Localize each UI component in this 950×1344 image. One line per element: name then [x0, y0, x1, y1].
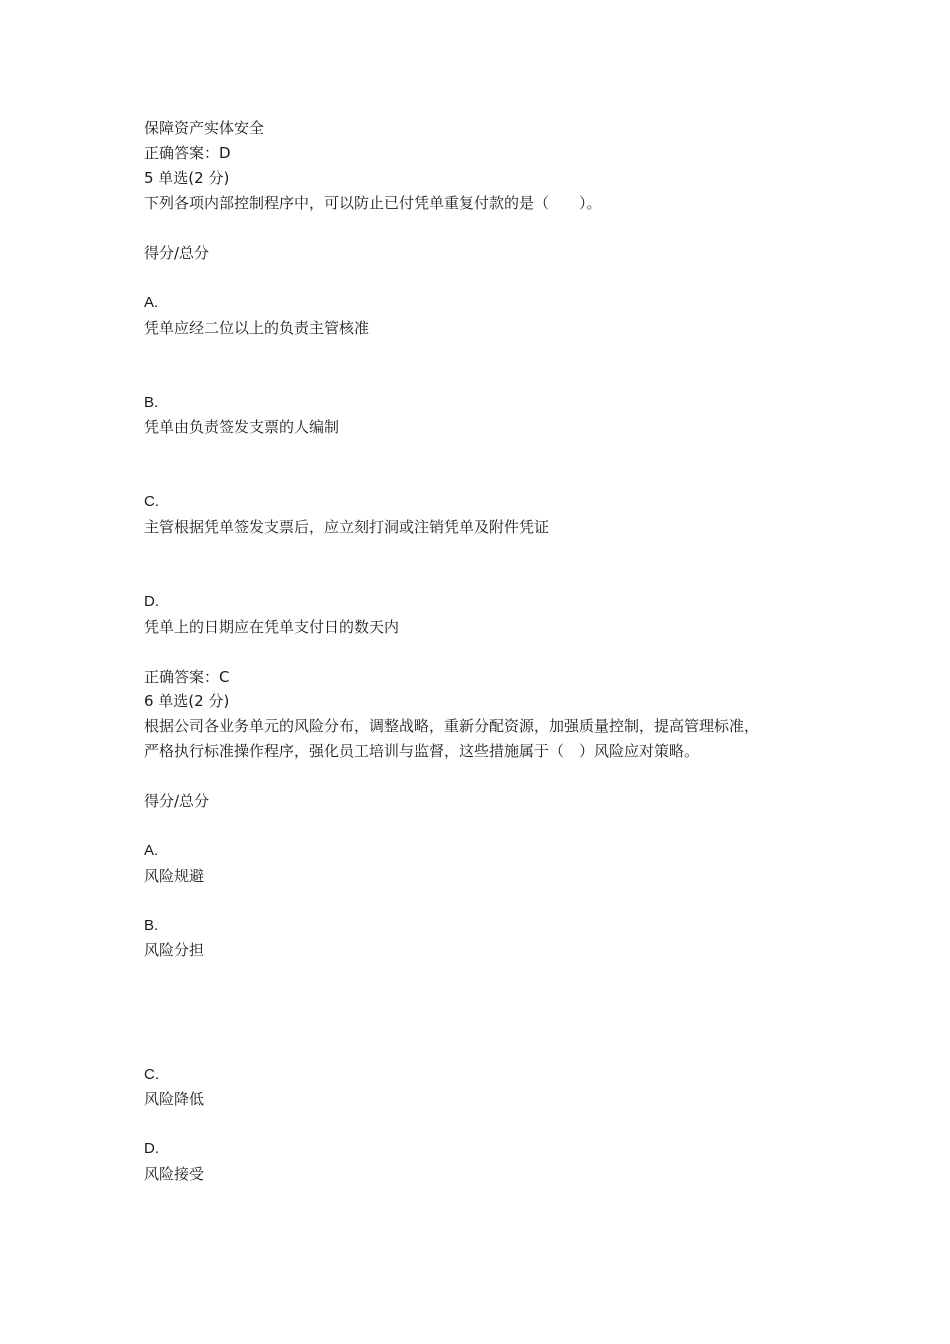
q5-option-b-text: 凭单由负责签发支票的人编制	[144, 418, 340, 436]
q5-answer: 正确答案：C	[144, 668, 230, 686]
q6-option-d-letter: D.	[144, 1140, 159, 1157]
q5-option-d-text: 凭单上的日期应在凭单支付日的数天内	[144, 618, 400, 636]
q5-option-a-letter: A.	[144, 294, 159, 311]
q6-header: 6 单选(2 分)	[144, 692, 230, 710]
q5-option-c-letter: C.	[144, 493, 159, 510]
q6-option-a-letter: A.	[144, 842, 159, 859]
q6-option-d-text: 风险接受	[144, 1165, 205, 1183]
q6-stem-line2: 严格执行标准操作程序，强化员工培训与监督，这些措施属于（ ）风险应对策略。	[144, 742, 700, 760]
q5-score-label: 得分/总分	[144, 244, 210, 262]
q5-header: 5 单选(2 分)	[144, 169, 230, 187]
q6-option-c-letter: C.	[144, 1066, 159, 1083]
q4-answer: 正确答案：D	[144, 144, 231, 162]
q5-option-c-text: 主管根据凭单签发支票后，应立刻打洞或注销凭单及附件凭证	[144, 518, 550, 536]
q4-option-text: 保障资产实体安全	[144, 119, 265, 137]
q5-stem: 下列各项内部控制程序中，可以防止已付凭单重复付款的是（ ）。	[144, 194, 602, 212]
q6-stem-line1: 根据公司各业务单元的风险分布，调整战略，重新分配资源，加强质量控制，提高管理标准，	[144, 717, 760, 735]
q5-option-b-letter: B.	[144, 394, 159, 411]
q5-option-a-text: 凭单应经二位以上的负责主管核准	[144, 319, 370, 337]
q6-option-c-text: 风险降低	[144, 1090, 205, 1108]
q6-option-b-text: 风险分担	[144, 941, 205, 959]
q5-option-d-letter: D.	[144, 593, 159, 610]
q6-score-label: 得分/总分	[144, 792, 210, 810]
q6-option-a-text: 风险规避	[144, 867, 205, 885]
q6-option-b-letter: B.	[144, 917, 159, 934]
